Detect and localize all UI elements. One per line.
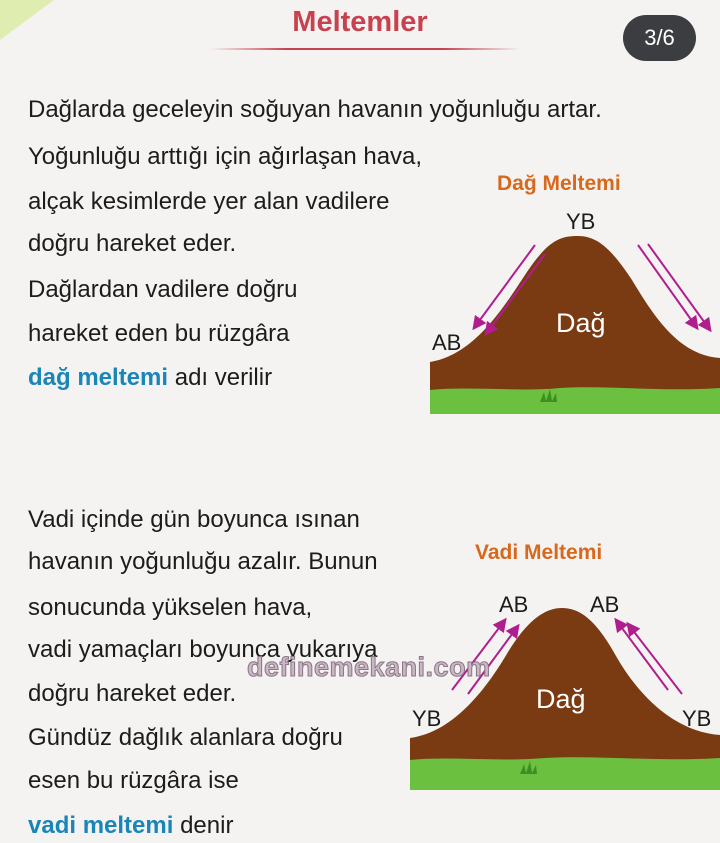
page-title: Meltemler bbox=[292, 6, 428, 38]
label-dag: Dağ bbox=[536, 684, 586, 714]
label-ab-top-left: AB bbox=[499, 592, 529, 617]
paragraph-line: Dağlardan vadilere doğru bbox=[28, 276, 298, 303]
arrow-up-right-2 bbox=[628, 624, 682, 694]
paragraph-line: alçak kesimlerde yer alan vadilere bbox=[28, 188, 390, 215]
term-vadi-meltemi: vadi meltemi bbox=[28, 812, 174, 839]
grass-strip bbox=[410, 757, 720, 790]
paragraph-line: doğru hareket eder. bbox=[28, 230, 237, 257]
paragraph-line: Dağlarda geceleyin soğuyan havanın yoğunluğu artar. bbox=[28, 96, 602, 123]
paragraph-line: doğru hareket eder. bbox=[28, 680, 237, 707]
label-yb-left: YB bbox=[412, 706, 442, 731]
page-indicator[interactable]: 3/6 bbox=[623, 15, 696, 61]
paragraph-line: esen bu rüzgâra ise bbox=[28, 767, 239, 794]
label-yb-right: YB bbox=[682, 706, 712, 731]
term-dag-meltemi: dağ meltemi bbox=[28, 364, 169, 391]
paragraph-line: vadi yamaçları boyunca yukarıya bbox=[28, 636, 378, 663]
paragraph-line: Yoğunluğu arttığı için ağırlaşan hava, bbox=[28, 143, 423, 170]
paragraph-tail: denir bbox=[173, 812, 234, 839]
label-dag: Dağ bbox=[556, 308, 606, 338]
dag-meltemi-diagram-title: Dağ Meltemi bbox=[497, 172, 621, 195]
paragraph-line: havanın yoğunluğu azalır. Bunun bbox=[28, 548, 378, 575]
label-ab-top-right: AB bbox=[590, 592, 620, 617]
paragraph-line: Gündüz dağlık alanlara doğru bbox=[28, 724, 343, 751]
vadi-meltemi-diagram-title: Vadi Meltemi bbox=[475, 541, 603, 564]
paragraph-line: Vadi içinde gün boyunca ısınan bbox=[28, 506, 360, 533]
label-yb-top: YB bbox=[566, 209, 596, 234]
paragraph-tail: adı verilir bbox=[168, 364, 273, 391]
paragraph-line: hareket eden bu rüzgâra bbox=[28, 320, 290, 347]
label-ab-left: AB bbox=[432, 330, 462, 355]
paragraph-line: sonucunda yükselen hava, bbox=[28, 594, 313, 621]
watermark: definemekani.com bbox=[247, 652, 491, 682]
